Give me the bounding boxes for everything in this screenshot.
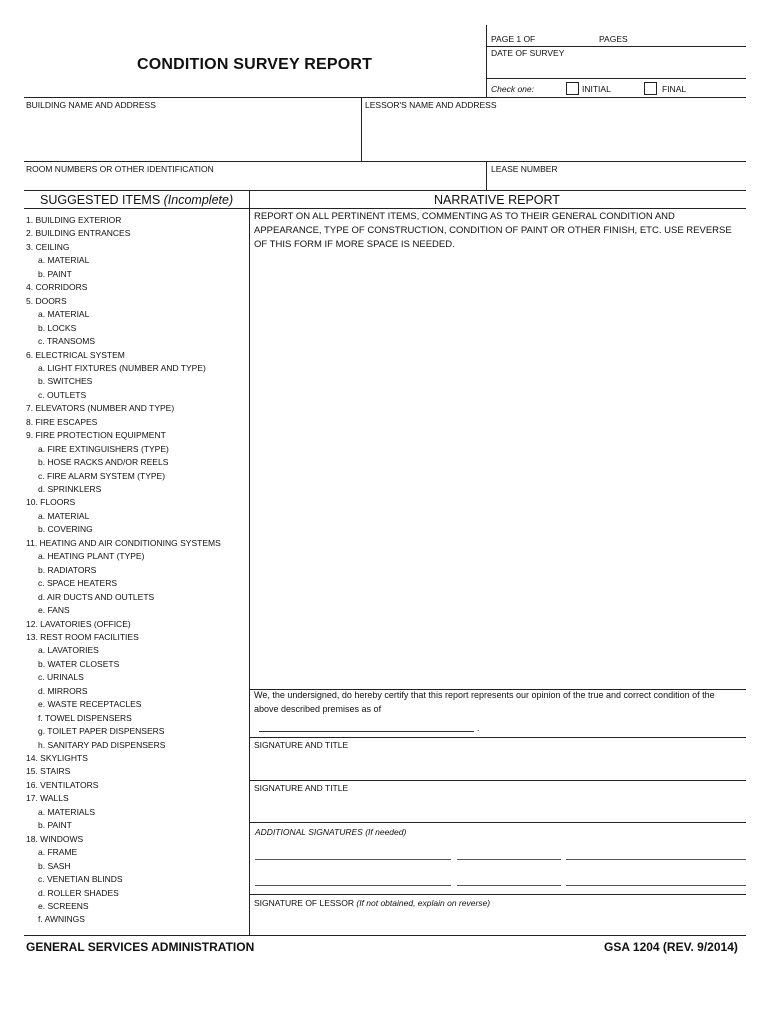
suggested-item: b. COVERING — [38, 524, 93, 535]
suggested-item: c. TRANSOMS — [38, 336, 95, 347]
suggested-item: c. URINALS — [38, 672, 84, 683]
section-rule-1 — [24, 97, 746, 98]
suggested-item: b. LOCKS — [38, 322, 77, 333]
lessor-signature-note: (If not obtained, explain on reverse) — [356, 898, 491, 908]
suggested-item: 4. CORRIDORS — [26, 282, 88, 293]
suggested-item: 12. LAVATORIES (OFFICE) — [26, 618, 131, 629]
additional-sig-line[interactable] — [255, 859, 451, 860]
building-label: BUILDING NAME AND ADDRESS — [26, 100, 156, 110]
certify-period: . — [477, 723, 480, 733]
suggested-item: b. PAINT — [38, 820, 72, 831]
additional-sig-line[interactable] — [566, 859, 746, 860]
suggested-item: d. ROLLER SHADES — [38, 887, 119, 898]
column-divider — [249, 190, 250, 936]
bottom-rule — [24, 935, 746, 936]
suggested-item: e. WASTE RECEPTACLES — [38, 699, 142, 710]
suggested-item: a. HEATING PLANT (TYPE) — [38, 551, 145, 562]
additional-sig-line[interactable] — [566, 885, 746, 886]
suggested-item: a. MATERIAL — [38, 309, 90, 320]
suggested-item: c. SPACE HEATERS — [38, 578, 118, 589]
additional-rule — [249, 822, 746, 823]
narrative-instructions: REPORT ON ALL PERTINENT ITEMS, COMMENTING AS TO THEIR GENERAL CONDITION AND APPEARANCE, TYPE OF CONSTRUCTION, CONDITION OF PAINT OR OTHER FINISH, ETC. USE REVERSE OF THIS FORM IF MORE SPACE IS NEEDED. — [254, 211, 732, 250]
initial-checkbox[interactable] — [566, 82, 579, 95]
suggested-item: e. SCREENS — [38, 900, 89, 911]
suggested-item: b. RADIATORS — [38, 564, 97, 575]
suggested-item: 18. WINDOWS — [26, 833, 84, 844]
suggested-item: 1. BUILDING EXTERIOR — [26, 215, 122, 225]
suggested-item: h. SANITARY PAD DISPENSERS — [38, 739, 166, 750]
sig2-rule — [249, 780, 746, 781]
lessor-signature-label — [254, 898, 490, 908]
final-checkbox[interactable] — [644, 82, 657, 95]
suggested-item: c. VENETIAN BLINDS — [38, 874, 123, 884]
page-label: PAGE 1 OF — [491, 34, 536, 44]
suggested-item: g. TOILET PAPER DISPENSERS — [38, 726, 165, 737]
check-rule — [486, 78, 746, 79]
sig1-rule — [249, 737, 746, 738]
suggested-item: 14. SKYLIGHTS — [26, 753, 88, 763]
suggested-items-note: (Incomplete) — [163, 193, 234, 207]
suggested-item: 13. REST ROOM FACILITIES — [26, 632, 139, 642]
suggested-item: 3. CEILING — [26, 241, 70, 252]
section-rule-3 — [24, 190, 746, 191]
suggested-item: e. FANS — [38, 605, 70, 615]
final-label: FINAL — [662, 84, 687, 94]
suggested-item: a. FRAME — [38, 847, 78, 858]
suggested-item: b. SWITCHES — [38, 376, 93, 387]
suggested-item: b. SASH — [38, 860, 71, 871]
suggested-item: a. FIRE EXTINGUISHERS (TYPE) — [38, 443, 169, 454]
lessor-signature-title: SIGNATURE OF LESSOR — [254, 898, 354, 908]
suggested-item: d. AIR DUCTS AND OUTLETS — [38, 591, 155, 602]
section-rule-2 — [24, 161, 746, 162]
room-label: ROOM NUMBERS OR OTHER IDENTIFICATION — [26, 164, 214, 174]
additional-signatures-label: ADDITIONAL SIGNATURES (If needed) — [255, 827, 407, 837]
suggested-item: f. TOWEL DISPENSERS — [38, 712, 132, 723]
lessor-sig-rule — [249, 894, 746, 895]
suggested-item: a. MATERIAL — [38, 510, 90, 521]
lease-divider — [486, 161, 487, 191]
initial-label: INITIAL — [582, 84, 611, 94]
header-rule — [24, 208, 746, 209]
certify-statement: We, the undersigned, do hereby certify that this report represents our opinion of the true and correct condition of the above described premises as of — [254, 690, 715, 714]
suggested-item: 7. ELEVATORS (NUMBER AND TYPE) — [26, 403, 175, 414]
suggested-item: a. MATERIALS — [38, 806, 95, 817]
suggested-item: 10. FLOORS — [26, 497, 76, 508]
suggested-item: 5. DOORS — [26, 295, 67, 306]
suggested-item: 17. WALLS — [26, 793, 69, 804]
suggested-item: a. LAVATORIES — [38, 645, 99, 656]
suggested-item: c. FIRE ALARM SYSTEM (TYPE) — [38, 470, 166, 481]
suggested-item: 16. VENTILATORS — [26, 779, 99, 790]
suggested-item: d. MIRRORS — [38, 685, 88, 696]
suggested-item: d. SPRINKLERS — [38, 484, 102, 494]
date-of-survey-label: DATE OF SURVEY — [491, 48, 565, 58]
pages-label: PAGES — [599, 34, 628, 44]
signature-and-title-2: SIGNATURE AND TITLE — [254, 783, 349, 793]
suggested-item: 11. HEATING AND AIR CONDITIONING SYSTEMS — [26, 537, 221, 548]
form-number: GSA 1204 (REV. 9/2014) — [604, 940, 738, 954]
additional-sig-line[interactable] — [255, 885, 451, 886]
form-title: CONDITION SURVEY REPORT — [137, 56, 373, 73]
suggested-items-title: SUGGESTED ITEMS — [40, 193, 161, 207]
additional-sig-line[interactable] — [457, 859, 561, 860]
certify-date-line[interactable] — [259, 731, 474, 732]
suggested-item: a. MATERIAL — [38, 255, 90, 266]
suggested-item: 2. BUILDING ENTRANCES — [26, 228, 131, 239]
narrative-text-area[interactable] — [252, 256, 744, 686]
suggested-item: 8. FIRE ESCAPES — [26, 416, 98, 427]
suggested-item: b. PAINT — [38, 268, 72, 279]
lease-label: LEASE NUMBER — [491, 164, 558, 174]
suggested-items-header — [40, 193, 233, 207]
lessor-label: LESSOR'S NAME AND ADDRESS — [365, 100, 497, 110]
header-divider-vertical — [486, 25, 487, 98]
suggested-item: a. LIGHT FIXTURES (NUMBER AND TYPE) — [38, 362, 206, 373]
signature-and-title-1: SIGNATURE AND TITLE — [254, 740, 349, 750]
suggested-item: c. OUTLETS — [38, 389, 87, 400]
narrative-report-header: NARRATIVE REPORT — [434, 193, 560, 207]
suggested-item: b. HOSE RACKS AND/OR REELS — [38, 457, 169, 468]
additional-sig-line[interactable] — [457, 885, 561, 886]
suggested-item: 15. STAIRS — [26, 766, 71, 777]
suggested-item: 6. ELECTRICAL SYSTEM — [26, 349, 125, 360]
agency-name: GENERAL SERVICES ADMINISTRATION — [26, 940, 255, 954]
date-rule — [486, 46, 746, 47]
building-lessor-divider — [361, 97, 362, 161]
suggested-item: b. WATER CLOSETS — [38, 658, 120, 669]
suggested-item: f. AWNINGS — [38, 914, 85, 925]
check-one-label: Check one: — [491, 84, 534, 94]
suggested-item: 9. FIRE PROTECTION EQUIPMENT — [26, 430, 166, 441]
